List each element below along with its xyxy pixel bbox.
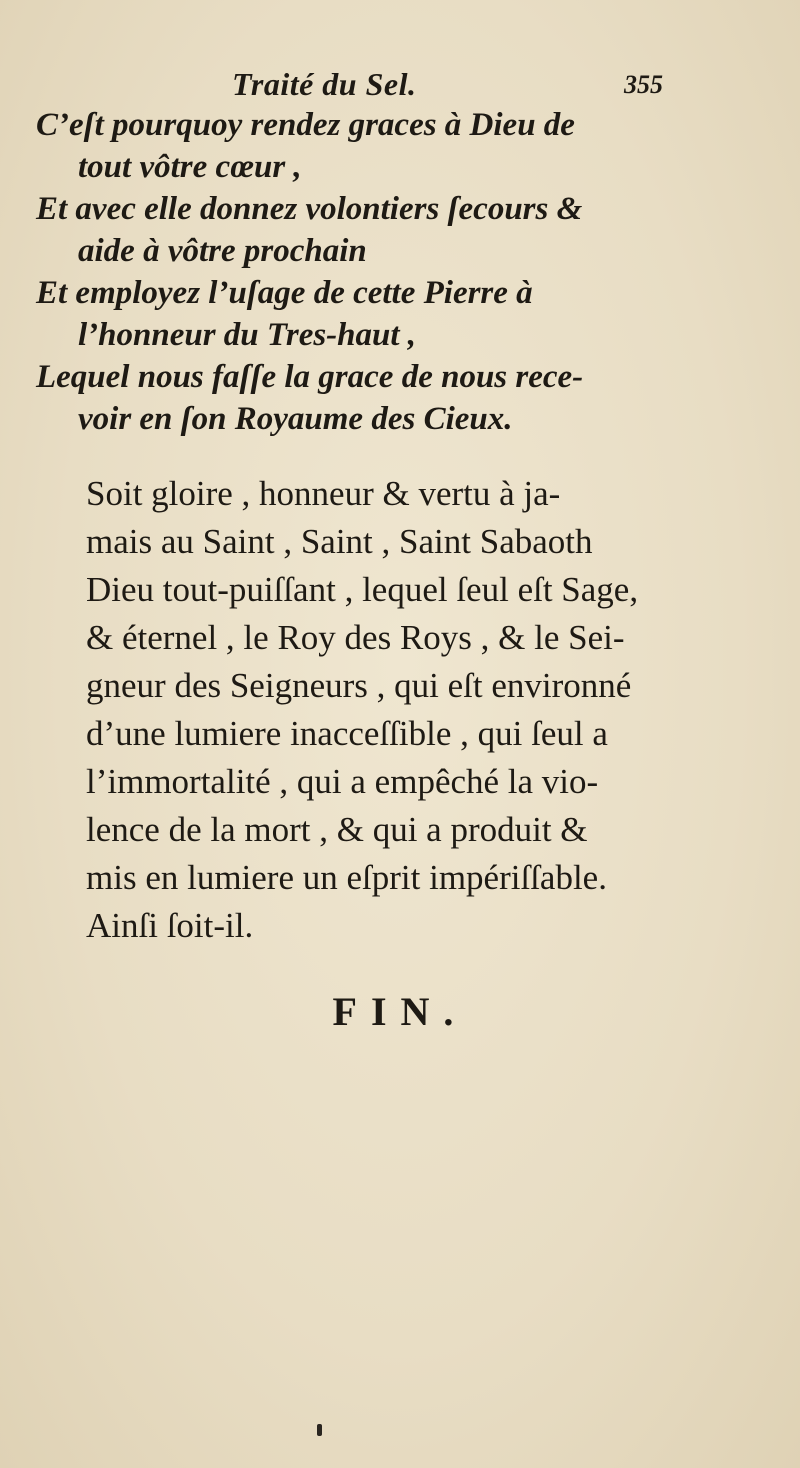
page-number: 355 bbox=[624, 70, 663, 99]
closing-paragraph bbox=[86, 470, 726, 950]
paragraph-line: l’immortalité , qui a empêché la vio- bbox=[86, 762, 599, 801]
page-header bbox=[0, 62, 800, 106]
verse-line: voir en ſon Royaume des Cieux. bbox=[78, 401, 513, 437]
paragraph-line: Dieu tout-puiſſant , lequel ſeul eſt Sage, bbox=[86, 570, 639, 609]
verse-line: l’honneur du Tres-haut , bbox=[78, 317, 417, 353]
paragraph-line: & éternel , le Roy des Roys , & le Sei- bbox=[86, 618, 625, 657]
paragraph-line: gneur des Seigneurs , qui eſt environné bbox=[86, 666, 632, 705]
verse-line: Et avec elle donnez volontiers ſecours & bbox=[36, 191, 583, 227]
running-title: Traité du Sel. bbox=[232, 66, 417, 102]
verse-line: tout vôtre cœur , bbox=[78, 149, 302, 185]
verse-block bbox=[36, 104, 776, 440]
verse-line: Lequel nous faſſe la grace de nous rece- bbox=[36, 359, 584, 395]
verse-line: C’eſt pourquoy rendez graces à Dieu de bbox=[36, 107, 575, 143]
paragraph-line: d’une lumiere inacceſſible , qui ſeul a bbox=[86, 714, 608, 753]
verse-line: aide à vôtre prochain bbox=[78, 233, 367, 269]
end-mark: FIN. bbox=[332, 989, 468, 1034]
paragraph-line: lence de la mort , & qui a produit & bbox=[86, 810, 588, 849]
verse-line: Et employez l’uſage de cette Pierre à bbox=[36, 275, 533, 311]
paragraph-line: Soit gloire , honneur & vertu à ja- bbox=[86, 474, 561, 513]
paragraph-line: mis en lumiere un eſprit impériſſable. bbox=[86, 858, 607, 897]
paragraph-line: Ainſi ſoit-il. bbox=[86, 906, 254, 945]
paragraph-line: mais au Saint , Saint , Saint Sabaoth bbox=[86, 522, 593, 561]
ink-speck bbox=[317, 1424, 322, 1436]
